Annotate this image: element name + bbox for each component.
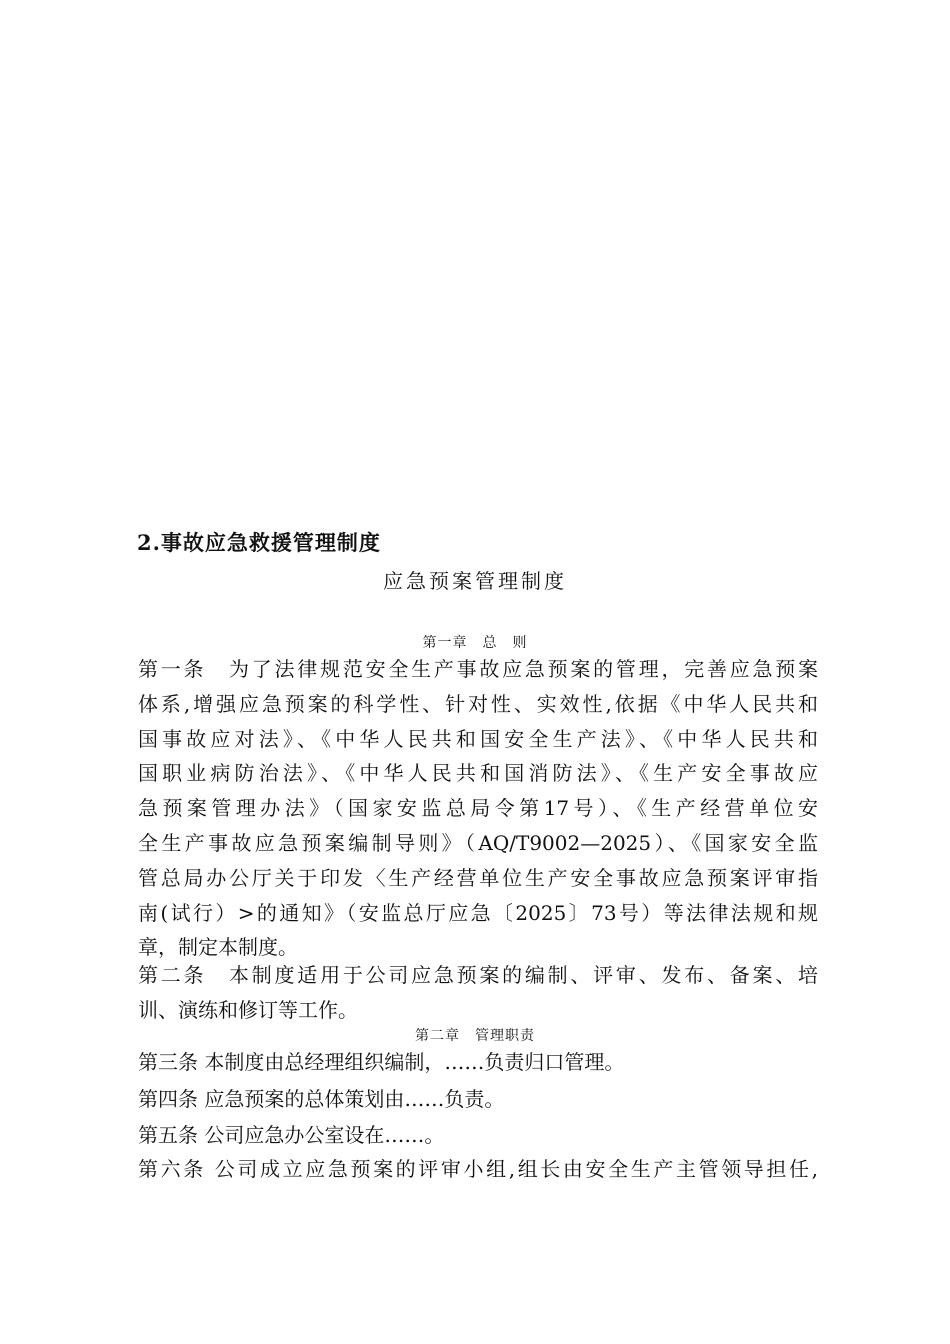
chapter-heading-1: 第一章 总 则 — [422, 635, 528, 651]
article-1-line: 体系,增强应急预案的科学性、针对性、实效性,依据《中华人民共和 — [138, 691, 818, 716]
chapter-heading-2: 第二章 管理职责 — [415, 1028, 535, 1044]
article-1-line: 国职业病防治法》、《中华人民共和国消防法》、《生产安全事故应 — [138, 761, 818, 786]
article-2-line: 训、演练和修订等工作。 — [138, 997, 358, 1022]
article-1-line: 第一条 为了法律规范安全生产事故应急预案的管理，完善应急预案 — [138, 657, 818, 681]
article-2-line: 第二条 本制度适用于公司应急预案的编制、评审、发布、备案、培 — [138, 963, 818, 987]
article-1-line: 急预案管理办法》（国家安监总局令第17号）、《生产经营单位安 — [138, 796, 818, 821]
article-4: 第四条 应急预案的总体策划由……负责。 — [138, 1087, 505, 1111]
article-3: 第三条 本制度由总经理组织编制，……负责归口管理。 — [138, 1050, 625, 1074]
article-6: 第六条 公司成立应急预案的评审小组,组长由安全生产主管领导担任, — [138, 1157, 818, 1181]
article-1 — [138, 652, 818, 965]
article-1-line: 管总局办公厅关于印发〈生产经营单位生产安全事故应急预案评审指 — [138, 865, 818, 890]
article-1-line: 南(试行）>的通知》（安监总厅应急〔2025〕73号）等法律法规和规 — [138, 900, 818, 925]
article-1-line: 国事故应对法》、《中华人民共和国安全生产法》、《中华人民共和 — [138, 726, 818, 751]
article-5: 第五条 公司应急办公室设在……。 — [138, 1123, 445, 1147]
article-1-line: 全生产事故应急预案编制导则》（AQ/T9002—2025）、《国家安全监 — [138, 830, 818, 855]
document-title: 应急预案管理制度 — [383, 569, 567, 593]
article-1-line: 章，制定本制度。 — [138, 935, 298, 960]
section-heading: 2.事故应急救援管理制度 — [137, 530, 381, 555]
article-2 — [138, 958, 818, 1028]
